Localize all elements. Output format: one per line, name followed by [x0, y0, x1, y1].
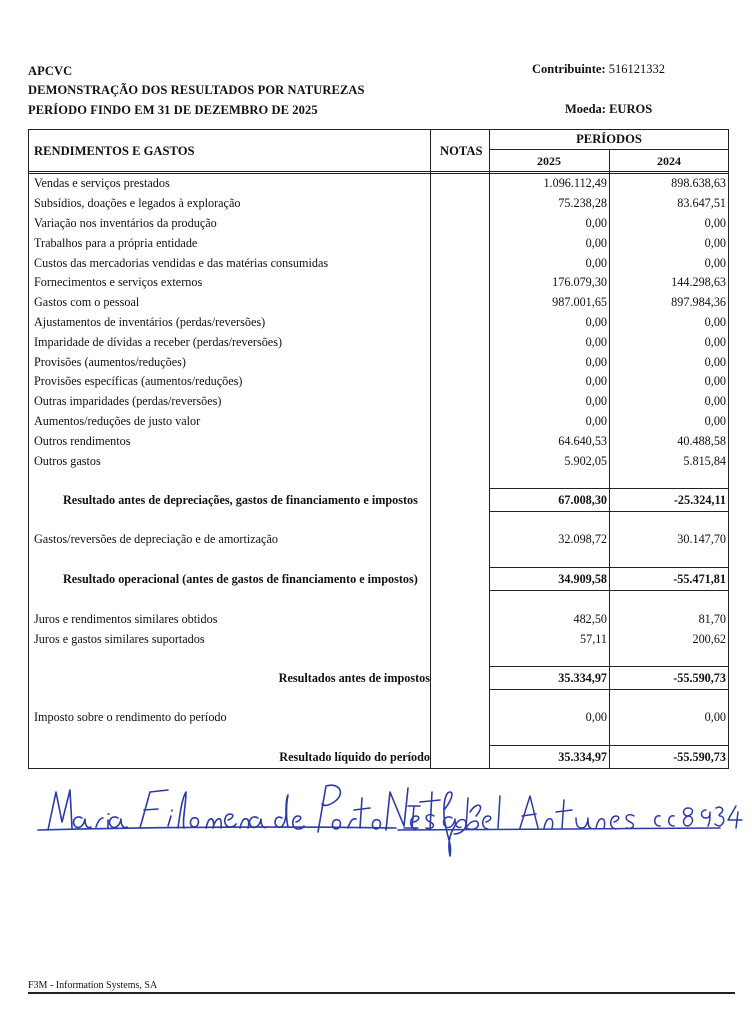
- subtotal-value-2024: -55.590,73: [673, 671, 726, 685]
- row-value-2024: 30.147,70: [677, 532, 726, 546]
- subtotal-line-bottom: [489, 689, 729, 690]
- net-result-2025: 35.334,97: [558, 750, 607, 764]
- subtotal-line-bottom: [489, 511, 729, 512]
- row-label: Vendas e serviços prestados: [34, 176, 170, 190]
- subtotal-label: Resultados antes de impostos: [278, 671, 430, 685]
- subtotal-line-top: [489, 567, 729, 568]
- row-label: Juros e rendimentos similares obtidos: [34, 612, 218, 626]
- subtotal-line-top: [489, 666, 729, 667]
- taxpayer-block: [532, 62, 665, 77]
- col-notes-header: NOTAS: [440, 144, 483, 158]
- row-value-2025: 64.640,53: [558, 434, 607, 448]
- notes-col-left: [430, 129, 431, 769]
- subtotal-line-top: [489, 488, 729, 489]
- year-current-header: 2025: [537, 154, 561, 168]
- subtotal-line-bottom: [489, 590, 729, 591]
- currency-value: EUROS: [609, 102, 653, 116]
- subtotal-value-2024: -55.471,81: [673, 572, 726, 586]
- subtotal-label: Resultado operacional (antes de gastos de financiamento e impostos): [63, 572, 418, 586]
- signatures-area: [0, 770, 752, 870]
- row-value-2024: 144.298,63: [671, 275, 726, 289]
- period-title: PERÍODO FINDO EM 31 DE DEZEMBRO DE 2025: [28, 103, 318, 117]
- row-label: Aumentos/reduções de justo valor: [34, 414, 201, 428]
- row-label: Outros rendimentos: [34, 434, 131, 448]
- row-label: Custos das mercadorias vendidas e das matérias consumidas: [34, 256, 329, 270]
- row-value-2024: 5.815,84: [683, 454, 726, 468]
- row-value-2024: 0,00: [704, 335, 726, 349]
- row-label: Outros gastos: [34, 454, 101, 468]
- document-title: DEMONSTRAÇÃO DOS RESULTADOS POR NATUREZAS: [28, 83, 365, 97]
- row-label: Variação nos inventários da produção: [34, 216, 217, 230]
- year-previous-header: 2024: [657, 154, 681, 168]
- subtotal-line-top: [489, 745, 729, 746]
- signature-1-image: [38, 785, 481, 856]
- row-value-2025: 482,50: [573, 612, 607, 626]
- row-label: Provisões (aumentos/reduções): [34, 355, 186, 369]
- col-periods-header: PERÍODOS: [576, 132, 642, 146]
- currency-block: [565, 102, 652, 117]
- row-label: Ajustamentos de inventários (perdas/reversões): [34, 315, 266, 329]
- row-value-2024: 0,00: [704, 216, 726, 230]
- subtotal-value-2025: 67.008,30: [558, 493, 607, 507]
- row-value-2025: 0,00: [585, 355, 607, 369]
- row-value-2025: 57,11: [580, 632, 607, 646]
- row-label: Juros e gastos similares suportados: [34, 632, 205, 646]
- row-value-2024: 40.488,58: [677, 434, 726, 448]
- row-value-2024: 0,00: [704, 374, 726, 388]
- row-value-2024: 0,00: [704, 414, 726, 428]
- row-value-2025: 5.902,05: [564, 454, 607, 468]
- row-label: Subsídios, doações e legados à exploração: [34, 196, 241, 210]
- row-value-2025: 176.079,30: [552, 275, 607, 289]
- table-bottom-border: [28, 768, 729, 769]
- company-name: APCVC: [28, 64, 73, 78]
- header-bottom-line-2: [28, 173, 729, 174]
- row-label: Gastos com o pessoal: [34, 295, 140, 309]
- row-value-2025: 0,00: [585, 335, 607, 349]
- row-value-2025: 0,00: [585, 216, 607, 230]
- year-col-separator: [609, 149, 610, 769]
- row-value-2024: 200,62: [692, 632, 726, 646]
- row-label: Trabalhos para a própria entidade: [34, 236, 198, 250]
- row-value-2024: 83.647,51: [677, 196, 726, 210]
- row-label: Imparidade de dívidas a receber (perdas/reversões): [34, 335, 283, 349]
- row-label: Gastos/reversões de depreciação e de amortização: [34, 532, 278, 546]
- footer-rule: [28, 992, 735, 994]
- row-value-2024: 81,70: [698, 612, 726, 626]
- taxpayer-label: Contribuinte:: [532, 62, 606, 76]
- row-value-2025: 0,00: [585, 315, 607, 329]
- row-label: Provisões específicas (aumentos/reduções): [34, 374, 243, 388]
- row-label: Outras imparidades (perdas/reversões): [34, 394, 222, 408]
- periods-underline: [489, 149, 729, 150]
- subtotal-value-2025: 34.909,58: [558, 572, 607, 586]
- row-value-2024: 0,00: [704, 355, 726, 369]
- footer-text: F3M - Information Systems, SA: [28, 980, 158, 991]
- row-value-2024: 0,00: [704, 315, 726, 329]
- row-value-2024: 0,00: [704, 256, 726, 270]
- table-left-border: [28, 129, 29, 769]
- net-result-2024: -55.590,73: [673, 750, 726, 764]
- header-bottom-line: [28, 171, 729, 172]
- row-value-2025: 75.238,28: [558, 196, 607, 210]
- row-value-2025: 987.001,65: [552, 295, 607, 309]
- row-value-2025: 0,00: [585, 256, 607, 270]
- table-right-border: [728, 129, 729, 769]
- row-value-2025: 0,00: [585, 394, 607, 408]
- subtotal-value-2025: 35.334,97: [558, 671, 607, 685]
- row-value-2025: 0,00: [585, 374, 607, 388]
- row-value-2024: 0,00: [704, 236, 726, 250]
- row-value-2024: 898.638,63: [671, 176, 726, 190]
- row-value-2025: 0,00: [585, 414, 607, 428]
- row-value-2024: 0,00: [704, 710, 726, 724]
- row-value-2025: 1.096.112,49: [543, 176, 607, 190]
- row-label: Imposto sobre o rendimento do período: [34, 710, 227, 724]
- subtotal-value-2024: -25.324,11: [673, 493, 726, 507]
- notes-col-right: [489, 129, 490, 769]
- row-value-2025: 0,00: [585, 710, 607, 724]
- currency-label: Moeda:: [565, 102, 606, 116]
- table-top-border: [28, 129, 729, 130]
- subtotal-label: Resultado antes de depreciações, gastos de financiamento e impostos: [63, 493, 418, 507]
- row-value-2025: 0,00: [585, 236, 607, 250]
- row-value-2024: 897.984,36: [671, 295, 726, 309]
- col-main-header: RENDIMENTOS E GASTOS: [34, 144, 195, 158]
- row-label: Fornecimentos e serviços externos: [34, 275, 203, 289]
- row-value-2024: 0,00: [704, 394, 726, 408]
- row-value-2025: 32.098,72: [558, 532, 607, 546]
- net-result-label: Resultado líquido do período: [279, 750, 430, 764]
- taxpayer-value: 516121332: [608, 62, 665, 76]
